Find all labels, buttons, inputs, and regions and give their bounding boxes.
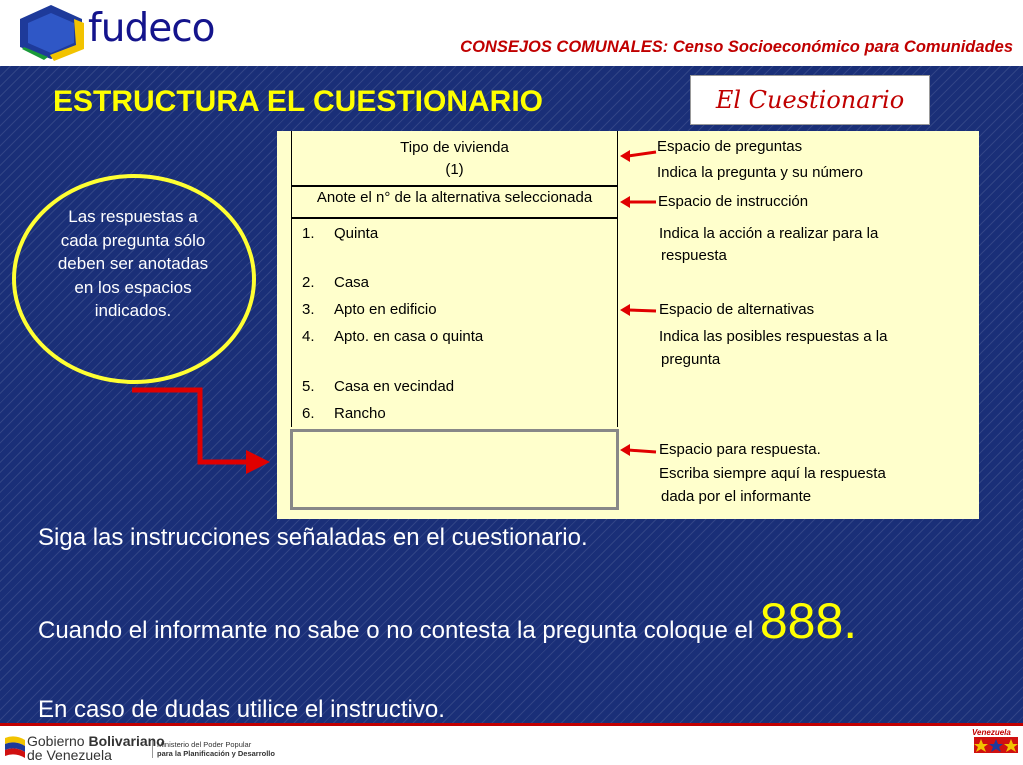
annotation-instruction-title: Espacio de instrucción: [658, 193, 809, 210]
no-answer-code: 888.: [759, 593, 858, 649]
government-label: Gobierno Bolivariano de Venezuela: [27, 733, 165, 763]
answer-space-box: [290, 429, 619, 510]
fudeco-logo-icon: [14, 3, 88, 61]
annotation-instruction-desc: Indica la acción a realizar para la: [659, 225, 879, 242]
annotation-answer-desc: Escriba siempre aquí la respuesta: [659, 465, 886, 482]
divider: [292, 185, 617, 187]
venezuela-stars-logo-icon: [974, 737, 1018, 757]
arrow-left-icon: [618, 440, 658, 460]
option-item: 3. Apto en edificio: [302, 301, 437, 318]
annotation-alternatives-title: Espacio de alternativas: [659, 301, 815, 318]
question-number: (1): [445, 161, 464, 178]
option-item: 5. Casa en vecindad: [302, 378, 455, 395]
header-title: CONSEJOS COMUNALES: Censo Socioeconómico para Comunidades: [460, 38, 1013, 56]
questionnaire-badge: El Cuestionario: [690, 75, 930, 125]
instruction-line-2-text: Cuando el informante no sabe o no contesta la pregunta coloque el: [38, 617, 754, 644]
instruction-line-3: En caso de dudas utilice el instructivo.: [38, 696, 445, 723]
option-item: 4. Apto. en casa o quinta: [302, 328, 484, 345]
option-item: 2. Casa: [302, 274, 370, 291]
annotation-questions-title: Espacio de preguntas: [657, 138, 803, 155]
ministry-label: Ministerio del Poder Popular para la Planificación y Desarrollo: [152, 740, 275, 758]
arrow-left-icon: [618, 146, 658, 166]
footer-red-stripe: [0, 723, 1023, 726]
venezuela-flag-icon: [4, 734, 26, 760]
instruction-space: Anote el n° de la alternativa seleccionada: [316, 189, 593, 206]
annotation-alternatives-desc: pregunta: [661, 351, 721, 368]
venezuela-label: Venezuela: [972, 728, 1011, 737]
annotation-instruction-desc: respuesta: [661, 247, 727, 264]
question-title: Tipo de vivienda: [400, 139, 509, 156]
question-space: [292, 131, 617, 186]
arrow-left-icon: [618, 300, 658, 320]
callout-text: Las respuestas a cada pregunta sólo deben ser anotadas en los espacios indicados.: [57, 207, 209, 320]
option-item: 1. Quinta: [302, 225, 379, 242]
annotation-answer-desc: dada por el informante: [661, 488, 812, 505]
arrow-left-icon: [618, 192, 658, 212]
annotation-answer-title: Espacio para respuesta.: [659, 441, 821, 458]
header: [0, 0, 1023, 66]
slide-title: ESTRUCTURA EL CUESTIONARIO: [53, 85, 544, 118]
fudeco-logo-text: fudeco: [88, 6, 215, 51]
option-item: 6. Rancho: [302, 405, 386, 422]
sample-question-form: [291, 131, 618, 427]
instruction-line-2: [38, 592, 857, 650]
divider: [292, 217, 617, 219]
elbow-arrow-icon: [128, 380, 274, 480]
instruction-line-1: Siga las instrucciones señaladas en el cuestionario.: [38, 524, 588, 551]
annotation-questions-desc: Indica la pregunta y su número: [657, 164, 863, 181]
annotation-alternatives-desc: Indica las posibles respuestas a la: [659, 328, 888, 345]
